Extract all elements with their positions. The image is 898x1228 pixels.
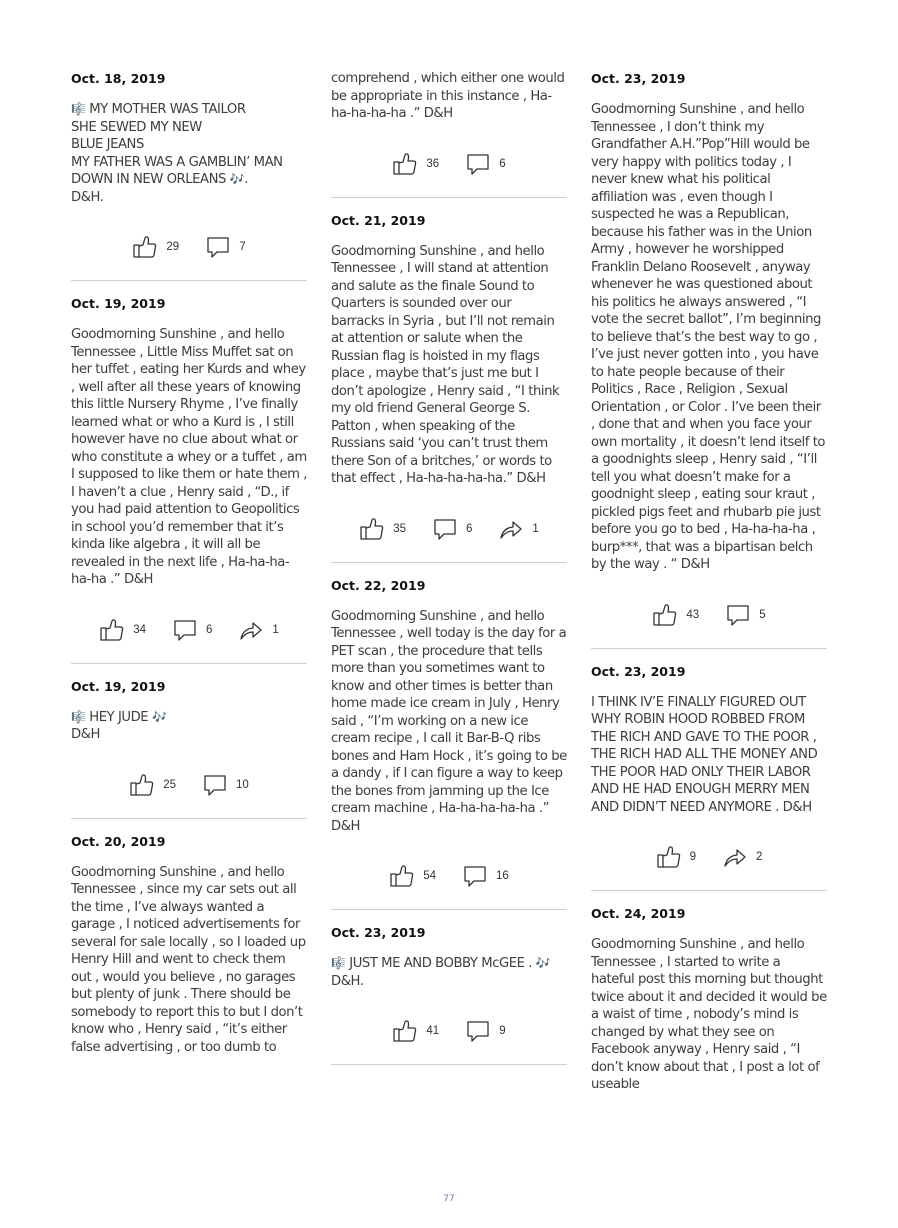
comment-button[interactable] <box>202 772 249 798</box>
share-button[interactable] <box>498 516 538 542</box>
like-button[interactable] <box>99 617 146 643</box>
like-button[interactable] <box>359 516 406 542</box>
comment-button[interactable] <box>725 602 765 628</box>
comment-button[interactable] <box>465 1018 505 1044</box>
share-icon <box>722 844 756 870</box>
post <box>71 678 307 819</box>
comment-button[interactable] <box>465 151 505 177</box>
like-count: 36 <box>426 157 440 170</box>
post-text-main: Goodmorning Sunshine , and hello Tennessee , I will stand at attention and salute as the finale Sound to Quarters is sounded over our barracks in Syria , but I’ll not remain at attention or salute when the Russian flag is hoisted in my flags place , maybe that’s just me but I don’t apologize , Henry said , “I think my old friend General George S. Patton , when speaking of the Russians said ‘you can’t trust them there Son of a britches,’ or words to that effect , Ha-ha-ha-ha-ha.” D&H <box>331 243 560 486</box>
post <box>71 833 307 1057</box>
like-count: 29 <box>166 241 180 253</box>
like-button[interactable] <box>392 1018 439 1044</box>
like-count: 43 <box>686 608 700 621</box>
post-actions <box>591 592 827 638</box>
like-button[interactable] <box>392 151 439 177</box>
post-text <box>71 709 307 744</box>
comment-count: 6 <box>499 157 506 170</box>
music-staff-icon: 🎼 <box>331 956 346 970</box>
post-text <box>331 243 567 488</box>
comment-count: 16 <box>496 870 509 882</box>
post-text-main: Goodmorning Sunshine , and hello Tennessee , well today is the day for a PET scan , the procedure that tells more than you sometimes want to know and other times is better than home made ice cream in July , Henry said , “I’m working on a new ice cream recipe , I call it Bar-B-Q ribs bones and Ham Hock , it’s going to be a dandy , if I can figure a way to keep the bones from jamming up the Ice cream machine , Ha-ha-ha-ha-ha .” D&H <box>331 608 567 834</box>
post-divider <box>331 909 567 910</box>
comment-icon <box>205 234 239 260</box>
post <box>71 295 307 664</box>
comment-count: 6 <box>205 623 213 636</box>
post-text <box>591 694 827 817</box>
post-date: Oct. 18, 2019 <box>71 71 166 86</box>
post-text <box>591 101 827 574</box>
comment-count: 9 <box>499 1025 506 1037</box>
post-text-end: D&H. <box>331 973 364 989</box>
post-text <box>331 955 567 990</box>
post-date: Oct. 19, 2019 <box>71 296 166 311</box>
comment-icon <box>465 1018 499 1044</box>
like-count: 54 <box>423 870 436 882</box>
comment-icon <box>462 863 496 889</box>
comment-button[interactable] <box>432 516 472 542</box>
like-icon <box>652 602 686 628</box>
like-count: 9 <box>689 851 696 863</box>
post-actions <box>331 853 567 899</box>
post-text <box>591 936 827 1094</box>
post-actions <box>591 834 827 880</box>
like-icon <box>392 1018 426 1044</box>
post <box>331 577 567 911</box>
post-text <box>71 326 307 589</box>
post-divider <box>591 890 827 891</box>
music-notes-icon: 🎶 <box>535 956 551 970</box>
share-button[interactable] <box>238 617 278 643</box>
comment-icon <box>725 602 759 628</box>
column-3 <box>591 70 827 1094</box>
like-count: 25 <box>163 778 176 791</box>
post <box>331 70 567 198</box>
post-actions <box>331 506 567 552</box>
post-divider <box>71 280 307 281</box>
post-text <box>331 70 567 123</box>
like-icon <box>132 234 166 260</box>
post-text-main: Goodmorning Sunshine , and hello Tennessee , since my car sets out all the time , I’ve always wanted a garage , I noticed advertisements for several for sale locally , so I loaded up Henry Hill and went to check them out , would you believe , no garages but plenty of junk . There should be somebody to report this to but I don’t know who , Henry said , “it’s either false advertising , or too dumb to <box>71 864 306 1055</box>
post-text <box>331 608 567 836</box>
share-count: 1 <box>272 623 279 636</box>
post-date: Oct. 23, 2019 <box>331 925 426 940</box>
post-date: Oct. 22, 2019 <box>331 577 426 593</box>
post-text <box>71 101 307 206</box>
column-1 <box>71 70 307 1056</box>
share-count: 1 <box>532 522 539 535</box>
like-button[interactable] <box>652 602 699 628</box>
post-text-main: MY MOTHER WAS TAILOR SHE SEWED MY NEW BLUE JEANS MY FATHER WAS A GAMBLIN’ MAN DOWN IN NEW ORLEANS <box>71 102 283 187</box>
post-date: Oct. 19, 2019 <box>71 678 166 694</box>
post-text-end: . D&H. <box>71 172 248 205</box>
like-icon <box>392 151 426 177</box>
post-actions <box>331 1008 567 1054</box>
like-count: 34 <box>133 623 146 636</box>
post-actions <box>71 224 307 270</box>
comment-count: 10 <box>236 778 249 791</box>
comment-button[interactable] <box>205 234 245 260</box>
post-divider <box>331 562 567 563</box>
post-divider <box>71 663 307 664</box>
music-staff-icon: 🎼 <box>71 102 86 116</box>
like-button[interactable] <box>656 844 696 870</box>
post-date: Oct. 21, 2019 <box>331 212 426 228</box>
post-date: Oct. 23, 2019 <box>591 71 686 86</box>
post <box>591 905 827 1094</box>
post-text <box>71 864 307 1057</box>
comment-icon <box>172 617 206 643</box>
music-notes-icon: 🎶 <box>151 709 167 724</box>
comment-icon <box>202 772 236 798</box>
post-text-main: comprehend , which either one would be appropriate in this instance , Ha-ha-ha-ha-ha .” D&H <box>331 71 565 121</box>
post-text-main: JUST ME AND BOBBY McGEE . <box>349 956 533 971</box>
share-button[interactable] <box>722 844 762 870</box>
post <box>591 663 827 892</box>
like-icon <box>129 772 163 798</box>
like-count: 41 <box>426 1025 440 1037</box>
post-divider <box>591 648 827 649</box>
post <box>591 70 827 649</box>
like-button[interactable] <box>389 863 436 889</box>
comment-count: 6 <box>465 522 473 535</box>
like-button[interactable] <box>132 234 179 260</box>
comment-count: 5 <box>759 608 766 621</box>
like-button[interactable] <box>129 772 176 798</box>
post-text-main: Goodmorning Sunshine , and hello Tennessee , Little Miss Muffet sat on her tuffet , eating her Kurds and whey , well after all these years of knowing this little Nursery Rhyme , I’ve finally learned what or who a Kurd is , I still however have no clue about what or who constitute a whey or a tuffet , am I supposed to like them or hate them , I haven’t a clue , Henry said , “D., if you had paid attention to Geopolitics in school you’d remember that it’s kinda like algebra , it will all be revealed in the next life , Ha-ha-ha-ha-ha .” D&H <box>71 327 307 587</box>
post-actions <box>71 762 307 808</box>
like-count: 35 <box>393 522 406 535</box>
post-divider <box>331 1064 567 1065</box>
like-icon <box>99 617 133 643</box>
column-2 <box>331 70 567 1079</box>
post-text-end: D&H <box>71 727 101 742</box>
post-date: Oct. 24, 2019 <box>591 906 686 921</box>
post-date: Oct. 23, 2019 <box>591 663 686 679</box>
music-notes-icon: 🎶 <box>229 172 245 186</box>
page-number: 77 <box>443 1194 455 1204</box>
comment-button[interactable] <box>172 617 212 643</box>
share-count: 2 <box>756 851 763 863</box>
comment-icon <box>432 516 466 542</box>
music-staff-icon: 🎼 <box>71 709 86 724</box>
comment-button[interactable] <box>462 863 509 889</box>
post-actions <box>71 607 307 653</box>
post-text-main: I THINK IV’E FINALLY FIGURED OUT WHY ROBIN HOOD ROBBED FROM THE RICH AND GAVE TO THE POOR , THE RICH HAD ALL THE MONEY AND THE POOR HAD ONLY THEIR LABOR AND HE HAD ENOUGH MERRY MEN AND DIDN’T NEED ANYMORE . D&H <box>591 694 818 815</box>
post-date: Oct. 20, 2019 <box>71 833 166 849</box>
post <box>71 70 307 281</box>
post-text-main: Goodmorning Sunshine , and hello Tennessee , I don’t think my Grandfather A.H.”Pop”Hill would be very happy with politics today , I never knew what his political affiliation was , even though I suspected he was a Republican, because his father was in the Union Army , however he worshipped Franklin Delano Roosevelt , anyway whenever he was questioned about his politics he always answered , “I vote the secret ballot”, I’m beginning to believe that’s the best way to go , I’ve just never gotten into , you have to hate people because of their Politics , Race , Religion , Sexual Orientation , or Color . I’ve been their , done that and when you face your own mortality , it doesn’t lend itself to a goodnights sleep , Henry said , “I’ll tell you what doesn’t make for a goodnight sleep , eating sour kraut , pickled pigs feet and rhubarb pie just before you go to bed , Ha-ha-ha-ha , burp***, that was a bipartisan belch by the way . “ D&H <box>591 102 826 572</box>
share-icon <box>238 617 272 643</box>
like-icon <box>359 516 393 542</box>
post-divider <box>331 197 567 198</box>
post-divider <box>71 818 307 819</box>
post-actions <box>331 141 567 187</box>
post-text-main: HEY JUDE <box>89 709 149 725</box>
post-text-main: Goodmorning Sunshine , and hello Tennessee , I started to write a hateful post this morning but thought twice about it and decided it would be a waist of time , nobody’s mind is changed by what they see on Facebook anyway , Henry said , “I don’t know about that , I post a lot of useable <box>591 937 827 1092</box>
comment-count: 7 <box>239 241 246 253</box>
share-icon <box>498 516 532 542</box>
post <box>331 924 567 1065</box>
comment-icon <box>465 151 499 177</box>
like-icon <box>389 863 423 889</box>
post <box>331 212 567 563</box>
like-icon <box>656 844 690 870</box>
